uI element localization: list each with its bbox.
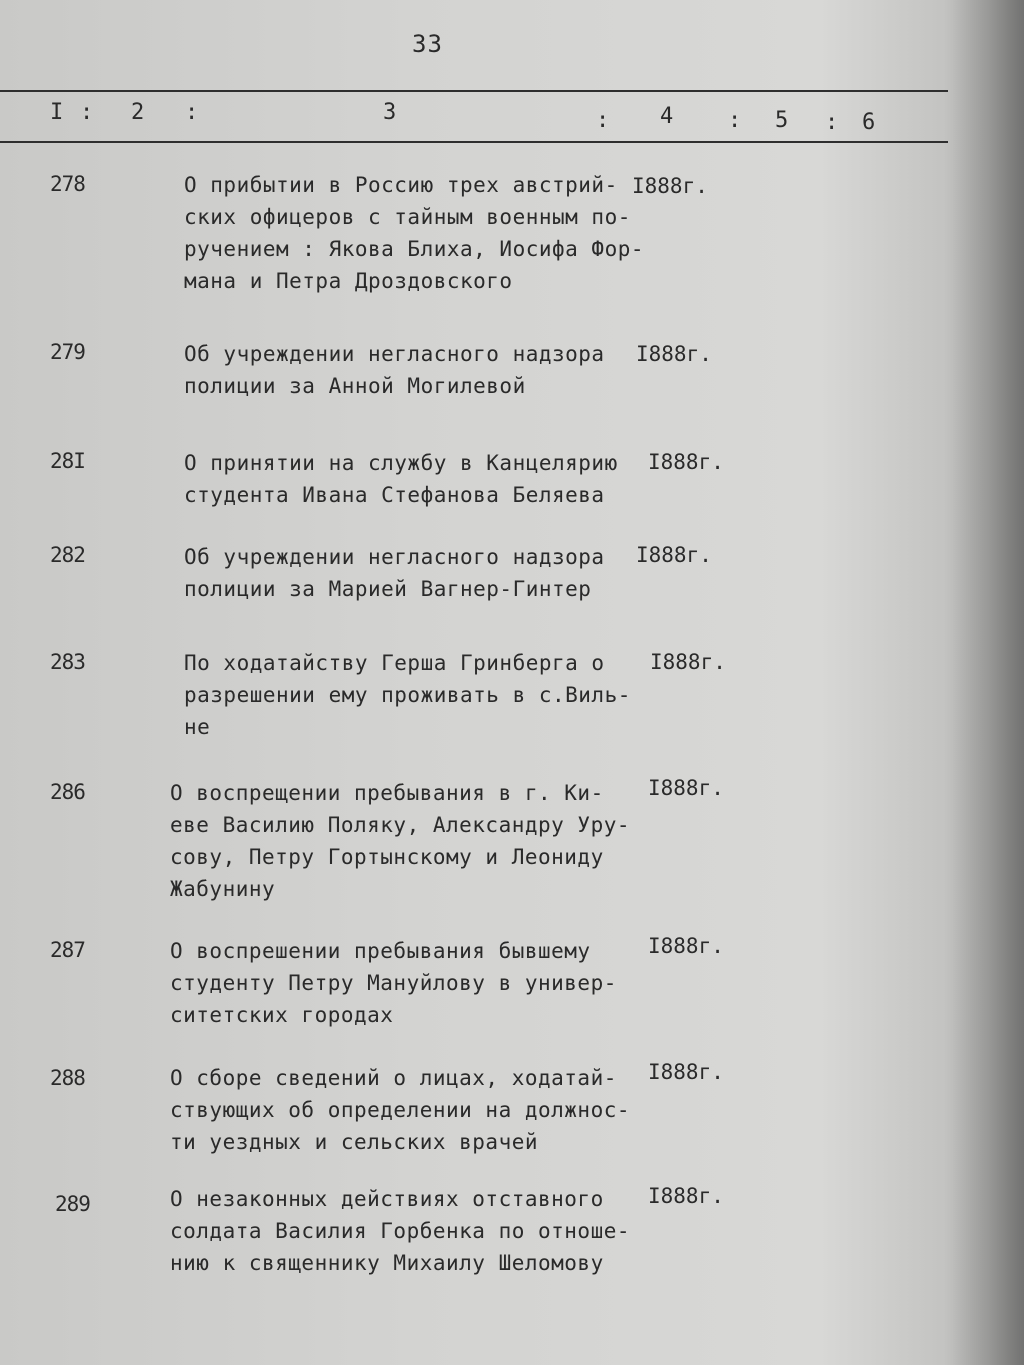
entry-number: 28I (50, 449, 85, 473)
entry-line: Жабунину (170, 877, 276, 901)
column-separator: : (825, 110, 839, 135)
entry-line: солдата Василия Горбенка по отноше- (170, 1219, 631, 1243)
entry-line: О прибытии в Россию трех австрий- (184, 173, 618, 197)
entry-year: I888г. (648, 776, 724, 800)
entry-description (184, 447, 618, 511)
entry-line: О воспрещении пребывания в г. Ки- (170, 781, 604, 805)
entry-number: 279 (50, 340, 85, 364)
entry-description (184, 647, 631, 743)
entry-line: О принятии на службу в Канцелярию (184, 451, 618, 475)
entry-line: мана и Петра Дроздовского (184, 269, 513, 293)
column-separator: : (728, 108, 742, 133)
entry-description (170, 777, 630, 905)
entry-line: ствующих об определении на должнос- (170, 1098, 631, 1122)
column-header-4: 4 (660, 104, 674, 129)
entry-line: студенту Петру Мануйлову в универ- (170, 971, 617, 995)
entry-year: I888г. (648, 1060, 724, 1084)
entry-line: ситетских городах (170, 1003, 394, 1027)
entry-line: сову, Петру Гортынскому и Леониду (170, 845, 604, 869)
entry-line: ручением : Якова Блиха, Иосифа Фор- (184, 237, 645, 261)
entry-line: разрешении ему проживать в с.Виль- (184, 683, 631, 707)
entry-number: 278 (50, 172, 85, 196)
entry-line: О воспрешении пребывания бывшему (170, 939, 591, 963)
entry-description (184, 338, 605, 402)
entry-line: полиции за Анной Могилевой (184, 374, 526, 398)
entry-year: I888г. (648, 934, 724, 958)
entry-number: 288 (50, 1066, 85, 1090)
entry-number: 283 (50, 650, 85, 674)
entry-description (184, 541, 605, 605)
entry-year: I888г. (648, 450, 724, 474)
entry-line: нию к священнику Михаилу Шеломову (170, 1251, 604, 1275)
column-header-5: 5 (775, 108, 789, 133)
entry-number: 289 (55, 1192, 90, 1216)
entry-line: ти уездных и сельских врачей (170, 1130, 539, 1154)
entry-line: еве Василию Поляку, Александру Уру- (170, 813, 631, 837)
column-separator: : (185, 100, 199, 125)
entry-line: ских офицеров с тайным военным по- (184, 205, 631, 229)
entry-year: I888г. (636, 342, 712, 366)
entry-year: I888г. (636, 543, 712, 567)
column-header-2: 2 (131, 100, 145, 125)
column-header-6: 6 (862, 110, 876, 135)
entry-line: не (184, 715, 211, 739)
entry-year: I888г. (648, 1184, 724, 1208)
page-number: 33 (412, 30, 443, 58)
entry-line: Об учреждении негласного надзора (184, 342, 605, 366)
entry-year: I888г. (650, 650, 726, 674)
entry-line: О незаконных действиях отставного (170, 1187, 604, 1211)
column-separator: : (596, 108, 610, 133)
entry-line: студента Ивана Стефанова Беляева (184, 483, 605, 507)
entry-year: I888г. (632, 174, 708, 198)
column-header-1: I (50, 100, 64, 125)
entry-description (170, 935, 617, 1031)
entry-description (170, 1183, 630, 1279)
entry-number: 282 (50, 543, 85, 567)
column-separator: : (80, 100, 94, 125)
entry-line: О сборе сведений о лицах, ходатай- (170, 1066, 617, 1090)
entry-number: 286 (50, 780, 85, 804)
entry-line: По ходатайству Герша Гринберга о (184, 651, 605, 675)
entry-line: полиции за Марией Вагнер-Гинтер (184, 577, 592, 601)
column-header-3: 3 (383, 100, 397, 125)
entry-line: Об учреждении негласного надзора (184, 545, 605, 569)
entry-description (170, 1062, 630, 1158)
entry-number: 287 (50, 938, 85, 962)
entry-description (184, 169, 644, 297)
